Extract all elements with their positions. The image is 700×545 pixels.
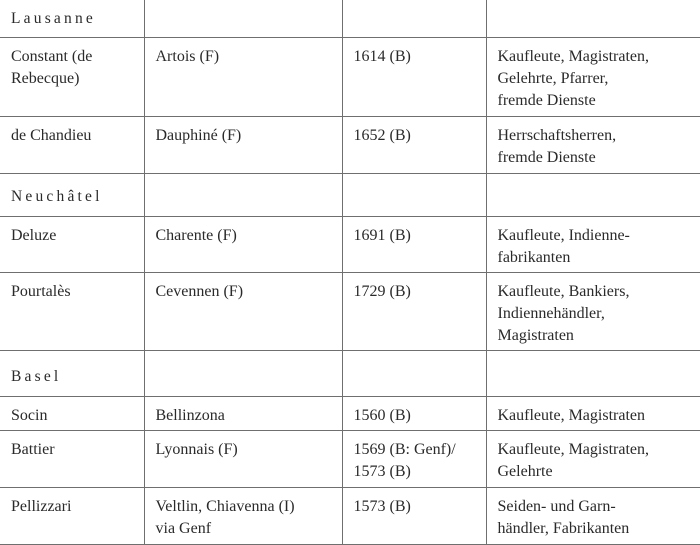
cell-line: Rebecque)	[11, 69, 80, 87]
section-title: Basel	[0, 350, 144, 396]
occupation-cell	[486, 216, 700, 272]
cell-line: Herrschaftsherren,	[497, 126, 617, 144]
origin-cell	[144, 487, 342, 544]
origin-cell	[144, 37, 342, 116]
family-name-cell	[0, 272, 144, 350]
cell-line: Seiden- und Garn-	[497, 497, 616, 515]
empty-cell	[342, 0, 486, 37]
occupation-cell	[486, 116, 700, 173]
section-title: Lausanne	[0, 0, 144, 37]
family-name-cell	[0, 116, 144, 173]
cell-line: Pourtalès	[11, 282, 71, 300]
cell-line: 1614 (B)	[353, 47, 411, 65]
section-title: Neuchâtel	[0, 173, 144, 216]
cell-line: Battier	[11, 440, 55, 458]
table-row	[0, 430, 700, 487]
cell-line: 1573 (B)	[353, 497, 411, 515]
cell-line: Kaufleute, Bankiers,	[497, 282, 630, 300]
origin-cell	[144, 216, 342, 272]
cell-line: Bellinzona	[155, 406, 225, 424]
cell-line: 1560 (B)	[353, 406, 411, 424]
cell-line: 1729 (B)	[353, 282, 411, 300]
family-name-cell	[0, 430, 144, 487]
family-name-cell	[0, 487, 144, 544]
year-cell	[342, 116, 486, 173]
cell-line: de Chandieu	[11, 126, 92, 144]
cell-line: Kaufleute, Magistraten	[497, 406, 645, 424]
cell-line: Kaufleute, Magistraten,	[497, 440, 649, 458]
year-cell	[342, 396, 486, 430]
empty-cell	[342, 350, 486, 396]
origin-cell	[144, 272, 342, 350]
cell-line: Cevennen (F)	[155, 282, 244, 300]
family-name-cell	[0, 37, 144, 116]
origin-cell	[144, 430, 342, 487]
cell-line: Veltlin, Chiavenna (I)	[155, 497, 295, 515]
table-row	[0, 37, 700, 116]
occupation-cell	[486, 37, 700, 116]
cell-line: via Genf	[155, 519, 212, 537]
cell-line: Artois (F)	[155, 47, 220, 65]
cell-line: Pellizzari	[11, 497, 72, 515]
cell-line: fremde Dienste	[497, 148, 596, 166]
cell-line: Gelehrte	[497, 462, 553, 480]
cell-line: Lyonnais (F)	[155, 440, 238, 458]
occupation-cell	[486, 396, 700, 430]
section-row-basel	[0, 350, 700, 396]
cell-line: Gelehrte, Pfarrer,	[497, 69, 609, 87]
cell-line: Constant (de	[11, 47, 93, 65]
empty-cell	[342, 173, 486, 216]
table-row	[0, 396, 700, 430]
cell-line: Socin	[11, 406, 48, 424]
cell-line: Charente (F)	[155, 226, 237, 244]
year-cell	[342, 487, 486, 544]
empty-cell	[144, 173, 342, 216]
cell-line: 1573 (B)	[353, 462, 411, 480]
cell-line: Kaufleute, Indienne-	[497, 226, 630, 244]
occupation-cell	[486, 272, 700, 350]
table-row	[0, 487, 700, 544]
empty-cell	[144, 0, 342, 37]
empty-cell	[486, 350, 700, 396]
table-row	[0, 272, 700, 350]
table-row	[0, 116, 700, 173]
family-name-cell	[0, 396, 144, 430]
cell-line: Magistraten	[497, 326, 574, 344]
year-cell	[342, 216, 486, 272]
occupation-cell	[486, 487, 700, 544]
cell-line: Kaufleute, Magistraten,	[497, 47, 649, 65]
origin-cell	[144, 116, 342, 173]
empty-cell	[144, 350, 342, 396]
section-row-lausanne	[0, 0, 700, 37]
cell-line: Dauphiné (F)	[155, 126, 242, 144]
year-cell	[342, 430, 486, 487]
cell-line: 1569 (B: Genf)/	[353, 440, 456, 458]
cell-line: Deluze	[11, 226, 57, 244]
cell-line: 1652 (B)	[353, 126, 411, 144]
cell-line: fabrikanten	[497, 248, 571, 266]
year-cell	[342, 37, 486, 116]
section-row-neuchatel	[0, 173, 700, 216]
empty-cell	[486, 0, 700, 37]
cell-line: Indiennehändler,	[497, 304, 605, 322]
family-name-cell	[0, 216, 144, 272]
cell-line: fremde Dienste	[497, 91, 596, 109]
year-cell	[342, 272, 486, 350]
cell-line: händler, Fabrikanten	[497, 519, 630, 537]
origin-cell	[144, 396, 342, 430]
occupation-cell	[486, 430, 700, 487]
empty-cell	[486, 173, 700, 216]
cell-line: 1691 (B)	[353, 226, 411, 244]
table-row	[0, 216, 700, 272]
